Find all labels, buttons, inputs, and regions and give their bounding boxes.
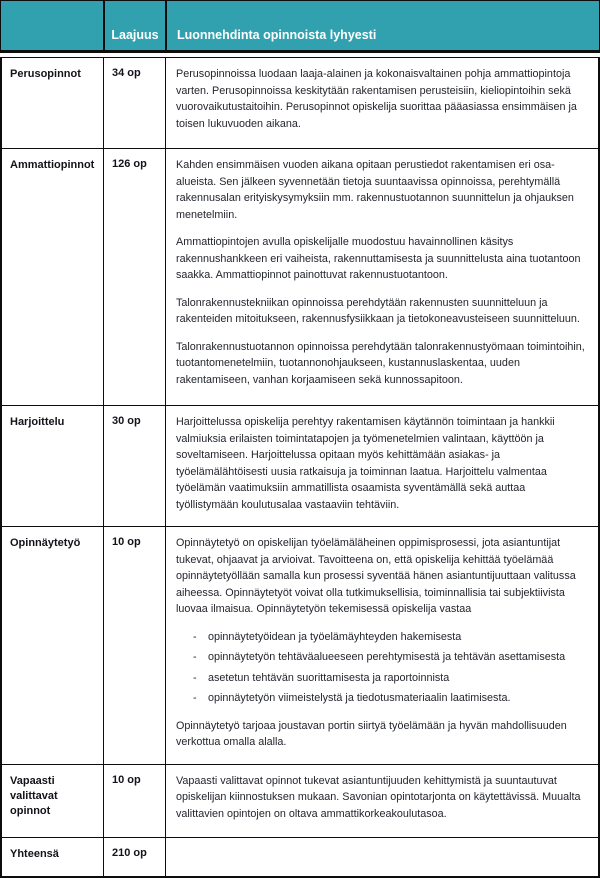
header-cell-description: Luonnehdinta opinnoista lyhyesti bbox=[165, 1, 599, 50]
bullet-item: - asetetun tehtävän suorittamisesta ja raportoinnista bbox=[208, 670, 588, 687]
table-row bbox=[2, 765, 598, 838]
description-paragraph: Perusopinnoissa luodaan laaja-alainen ja kokonaisvaltainen pohja ammattiopintoja varten. Perusopinnoissa keskitytään rakentamisen perusteisiin, kieliopintoihin sekä vuorovaikutustaitoihin. Perusopinnot opiskelija suorittaa pääasiassa ensimmäisen ja toisen lukuvuoden aikana. bbox=[176, 68, 577, 130]
row-credits: 10 op bbox=[104, 527, 166, 764]
description-paragraph: Opinnäytetyö on opiskelijan työelämäläheinen oppimisprosessi, jota asiantuntijat tukevat, ohjaavat ja arvioivat. Tavoitteena on, että opiskelija kehittää työelämää opinnäytetyöllään samalla kun prosessi syventää hänen asiantuntijuuttaan valitussa aiheessa. Opinnäytetyöt voivat olla tutkimuksellisia, toiminnallisia tai subjektiivista luovaa ilmaisua. Opinnäytetyön tekemisessä opiskelija vastaa bbox=[176, 537, 576, 615]
table-row bbox=[2, 58, 598, 149]
row-description bbox=[166, 149, 598, 405]
bullet-item: - opinnäytetyön viimeistelystä ja tiedotusmateriaalin laatimisesta. bbox=[208, 690, 588, 707]
row-label: Opinnäytetyö bbox=[2, 527, 104, 764]
row-label: Ammattiopinnot bbox=[2, 149, 104, 405]
bullet-item: - opinnäytetyöidean ja työelämäyhteyden hakemisesta bbox=[208, 629, 588, 646]
table-row bbox=[2, 149, 598, 406]
row-description bbox=[166, 765, 598, 837]
description-paragraph: Vapaasti valittavat opinnot tukevat asiantuntijuuden kehittymistä ja suuntautuvat opiskelijan kiinnostuksen mukaan. Savonian opintotarjonta on käytettävissä. Muualta valittavien opintojen on oltava ammattikorkeakoulutasoa. bbox=[176, 774, 581, 820]
table-row bbox=[2, 406, 598, 527]
table-row bbox=[2, 527, 598, 765]
description-paragraph: Harjoittelussa opiskelija perehtyy rakentamisen käytännön toimintaan ja hankkii valmiuksia erilaisten toimintatapojen ja työmenetelmien valintaan, käyttöön ja soveltamiseen. Harjoittelussa opitaan myös kehittämään asiakas- ja työelämälähtöisesti uusia ratkaisuja ja toiminnan laatua. Harjoittelu valmentaa työelämän vaatimuksiin ammatillista osaamista syventämällä sekä auttaa työllistymään koulutusalaa vastaaviin tehtäviin. bbox=[176, 416, 555, 511]
header-cell-laajuus: Laajuus bbox=[103, 1, 165, 50]
description-paragraph: Talonrakennustekniikan opinnoissa perehdytään rakennusten suunnitteluun ja rakenteiden mitoitukseen, rakennusfysiikkaan ja tietokoneavusteiseen suunnitteluun. bbox=[176, 296, 580, 325]
row-description bbox=[166, 406, 598, 526]
table-body bbox=[0, 57, 600, 878]
description-paragraph: Ammattiopintojen avulla opiskelijalle muodostuu havainnollinen käsitys rakennushankkeen eri vaiheista, rakennuttamisesta ja suunnittelusta aina tuotantoon saakka. Ammattiopinnot painottuvat rakennustuotantoon. bbox=[176, 236, 581, 281]
description-paragraph: Kahden ensimmäisen vuoden aikana opitaan perustiedot rakentamisen eri osa-alueista. Sen jälkeen syvennetään tietoja suuntaavissa opinnoissa, perehtymällä rakennusalan erityiskysymyksiin mm. rakennustuotannon suunnittelun ja ohjauksen menetelmiin. bbox=[176, 159, 574, 221]
description-paragraph: Talonrakennustuotannon opinnoissa perehdytään talonrakennustyömaan toimintoihin, tuotantomenetelmiin, tuotannonohjaukseen, kustannuslaskentaa, uuden rakentamiseen, vanhan korjaamiseen sekä kunnossapitoon. bbox=[176, 340, 585, 386]
row-credits: 126 op bbox=[104, 149, 166, 405]
row-description bbox=[166, 58, 598, 148]
row-credits: 10 op bbox=[104, 765, 166, 837]
row-label: Harjoittelu bbox=[2, 406, 104, 526]
row-credits: 34 op bbox=[104, 58, 166, 148]
bullet-list bbox=[176, 629, 588, 707]
bullet-item: - opinnäytetyön tehtäväalueeseen perehtymisestä ja tehtävän asettamisesta bbox=[208, 649, 588, 666]
header-cell-spacer bbox=[1, 1, 103, 50]
row-credits: 30 op bbox=[104, 406, 166, 526]
row-label: Perusopinnot bbox=[2, 58, 104, 148]
table-row bbox=[2, 838, 598, 876]
row-label: Vapaasti valittavat opinnot bbox=[2, 765, 104, 837]
row-label: Yhteensä bbox=[2, 838, 104, 876]
description-paragraph: Opinnäytetyö tarjoaa joustavan portin siirtyä työelämään ja hyvän mahdollisuuden verkottua omalla alalla. bbox=[176, 719, 567, 748]
row-description bbox=[166, 838, 598, 876]
row-credits: 210 op bbox=[104, 838, 166, 876]
row-description bbox=[166, 527, 598, 764]
table-header-row bbox=[0, 0, 600, 53]
